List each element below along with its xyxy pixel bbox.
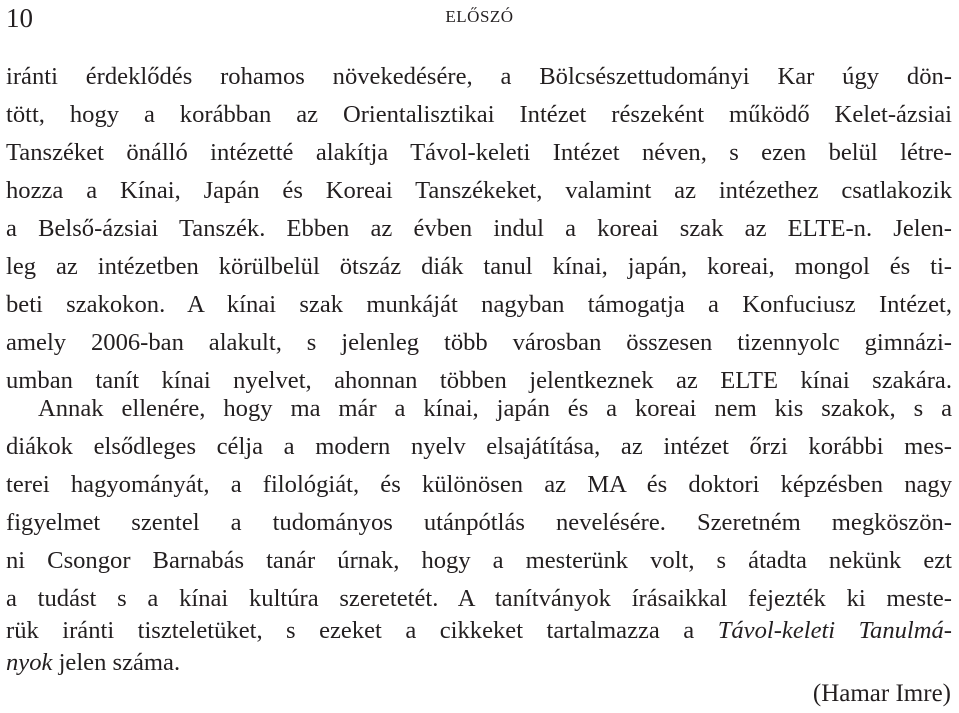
book-title-italic: Távol-keleti Tanulmá-: [717, 617, 953, 644]
text-line: Tanszéket önálló intézetté alakítja Távol-keleti Intézet néven, s ezen belül létre-: [6, 139, 952, 166]
running-header: ELŐSZÓ: [445, 7, 514, 26]
text-line: figyelmet szentel a tudományos utánpótlás nevelésére. Szeretném megköszön-: [6, 509, 952, 536]
text-line: leg az intézetben körülbelül ötszáz diák tanul kínai, japán, koreai, mongol és ti-: [6, 253, 952, 280]
text-line: tött, hogy a korábban az Orientalisztikai Intézet részeként működő Kelet-ázsiai: [6, 101, 952, 128]
text-run: jelen száma.: [52, 649, 181, 676]
text-line: [6, 644, 952, 682]
page-number: 10: [6, 3, 33, 33]
text-line: hozza a Kínai, Japán és Koreai Tanszékeket, valamint az intézethez csatlakozik: [6, 177, 952, 204]
text-run: rük iránti tiszteletüket, s ezeket a cikkeket tartalmazza a: [6, 617, 718, 644]
text-line: ni Csongor Barnabás tanár úrnak, hogy a mesterünk volt, s átadta nekünk ezt: [6, 547, 952, 574]
text-line: amely 2006-ban alakult, s jelenleg több városban összesen tizennyolc gimnázi-: [6, 329, 952, 356]
text-line: a tudást s a kínai kultúra szeretetét. A tanítványok írásaikkal fejezték ki meste-: [6, 585, 952, 612]
text-line: terei hagyományát, a filológiát, és különösen az MA és doktori képzésben nagy: [6, 471, 952, 498]
book-title-italic: nyok: [6, 649, 53, 676]
text-line: iránti érdeklődés rohamos növekedésére, a Bölcsészettudományi Kar úgy dön-: [6, 63, 952, 90]
text-line: diákok elsődleges célja a modern nyelv elsajátítása, az intézet őrzi korábbi mes-: [6, 433, 952, 460]
text-line: umban tanít kínai nyelvet, ahonnan többen jelentkeznek az ELTE kínai szakára.: [6, 367, 952, 394]
text-line: Annak ellenére, hogy ma már a kínai, japán és a koreai nem kis szakok, s a: [38, 395, 952, 422]
author-signature: (Hamar Imre): [812, 680, 951, 707]
text-line: beti szakokon. A kínai szak munkáját nagyban támogatja a Konfuciusz Intézet,: [6, 291, 952, 318]
text-line: a Belső-ázsiai Tanszék. Ebben az évben indul a koreai szak az ELTE-n. Jelen-: [6, 215, 952, 242]
